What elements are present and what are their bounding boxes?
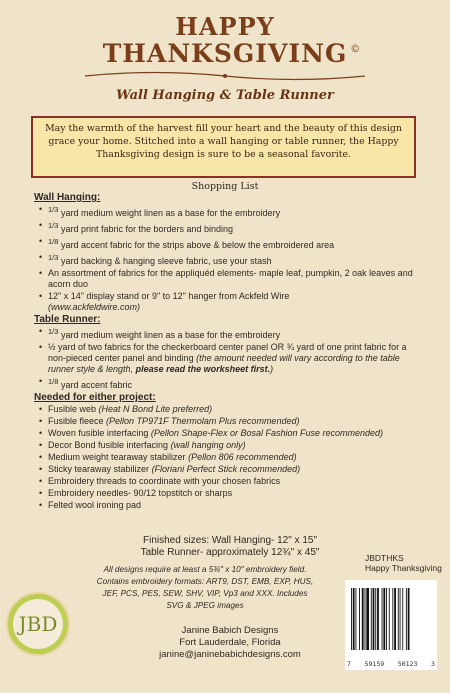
item-text: An assortment of fabrics for the appliquéd elements- maple leaf, pumpkin, 2 oak leaves and acorn duo	[48, 268, 413, 289]
barcode-bar	[406, 588, 407, 650]
barcode-bar	[398, 588, 399, 650]
intro-box: May the warmth of the harvest fill your heart and the beauty of this design grace your home. Stitched into a wall hanging or table runner, the Happy Thanksgiving design is sure to be a seasonal favorite.	[31, 116, 416, 178]
item-note: (Pellon 806 recommended)	[188, 452, 297, 462]
list-item	[48, 342, 424, 375]
subtitle: Wall Hanging & Table Runner	[116, 88, 334, 103]
title-thanksgiving-text: THANKSGIVING	[102, 39, 348, 68]
finished-sizes	[120, 535, 340, 559]
barcode-bar	[373, 588, 375, 650]
barcode-left-digit: 7	[347, 660, 351, 668]
list-item	[48, 428, 424, 439]
list-item	[48, 464, 424, 475]
item-text: yard medium weight linen as a base for the embroidery	[60, 208, 281, 218]
barcode-right-digit: 3	[431, 660, 435, 668]
item-text: Medium weight tearaway stabilizer	[48, 452, 186, 462]
list-item	[48, 476, 424, 487]
item-text: ½ yard of two fabrics for the checkerboard center panel OR ¾ yard of one print fabric for a non-pieced center panel and binding	[48, 342, 407, 363]
item-text: Embroidery threads to coordinate with your chosen fabrics	[48, 476, 281, 486]
item-note: (wall hanging only)	[170, 440, 246, 450]
barcode-bar	[408, 588, 410, 650]
item-text: Felted wool ironing pad	[48, 500, 142, 510]
barcode-bar	[359, 588, 360, 650]
barcode-bar	[377, 588, 379, 650]
barcode-bar	[371, 588, 372, 650]
barcode-bar	[366, 588, 369, 650]
barcode-bar	[365, 588, 366, 650]
list-item	[48, 236, 424, 251]
list-item	[48, 268, 424, 290]
fraction: 1/8	[48, 377, 59, 386]
fraction: 1/3	[48, 327, 59, 336]
barcode-bar	[392, 588, 393, 650]
company-city: Fort Lauderdale, Florida	[179, 637, 281, 648]
barcode-group-2: 50123	[397, 660, 418, 668]
copyright-mark: ©	[350, 44, 362, 55]
finished-table-runner: Table Runner- approximately 12¾" x 45"	[140, 547, 320, 558]
table-runner-heading: Table Runner:	[34, 314, 101, 325]
barcode-bar	[394, 588, 396, 650]
list-item	[48, 326, 424, 341]
list-item	[48, 404, 424, 415]
wall-hanging-list	[34, 204, 424, 313]
sku-name: Happy Thanksgiving	[365, 563, 442, 573]
list-item	[48, 440, 424, 451]
item-text: yard print fabric for the borders and binding	[60, 224, 234, 234]
barcode-bar	[383, 588, 385, 650]
list-item	[48, 416, 424, 427]
list-item	[48, 204, 424, 219]
barcode-bar	[351, 588, 352, 650]
item-note: (Floriani Perfect Stick recommended)	[151, 464, 301, 474]
item-text: yard accent fabric	[60, 380, 132, 390]
either-project-heading: Needed for either project:	[34, 392, 156, 403]
wall-hanging-heading: Wall Hanging:	[34, 192, 101, 203]
barcode-bar	[402, 588, 403, 650]
title-happy: HAPPY	[175, 12, 275, 41]
sku-code: JBDTHKS	[365, 553, 404, 563]
shopping-list	[34, 191, 424, 512]
list-item	[48, 452, 424, 463]
barcode-bar	[353, 588, 355, 650]
list-item	[48, 291, 424, 313]
shopping-list-title: Shopping List	[191, 181, 259, 192]
barcode-numbers	[345, 660, 437, 668]
barcode-bar	[386, 588, 387, 650]
item-note: (the amount needed will vary according to the table runner style & length,	[48, 353, 400, 374]
title-thanksgiving	[102, 39, 362, 68]
item-text: 12" x 14" display stand or 9" to 12" hanger from Ackfeld Wire	[48, 291, 290, 301]
barcode-bar	[389, 588, 390, 650]
item-note: (Pellon TP971F Thermolam Plus recommended)	[106, 416, 300, 426]
logo-text: JBD	[13, 599, 63, 649]
list-item	[48, 376, 424, 391]
item-text: Fusible fleece	[48, 416, 104, 426]
either-project-list	[34, 404, 424, 511]
item-note: (Heat N Bond Lite preferred)	[98, 404, 213, 414]
company-info	[120, 625, 340, 661]
item-bold-note: please read the worksheet first.	[135, 364, 271, 374]
item-text: Fusible web	[48, 404, 97, 414]
barcode	[345, 580, 437, 670]
item-text: yard medium weight linen as a base for the embroidery	[60, 330, 281, 340]
fraction: 1/8	[48, 237, 59, 246]
company-email: janine@janinebabichdesigns.com	[159, 649, 301, 660]
list-item	[48, 220, 424, 235]
barcode-bars	[345, 580, 437, 658]
barcode-bar	[375, 588, 376, 650]
list-item	[48, 488, 424, 499]
item-text: Sticky tearaway stabilizer	[48, 464, 150, 474]
list-item	[48, 500, 424, 511]
item-text: Decor Bond fusible interfacing	[48, 440, 169, 450]
item-note-close: )	[270, 364, 274, 374]
barcode-bar	[356, 588, 357, 650]
finished-wall-hanging: Finished sizes: Wall Hanging- 12" x 15"	[142, 535, 318, 546]
designs-note: All designs require at least a 5¾" x 10" embroidery field. Contains embroidery formats: ART9, DST, EMB, EXP, HUS, JEF, PCS, PES, SEW, SHV, VIP, Vp3 and XXX. Includes SVG & JPEG images	[96, 565, 314, 610]
company-name: Janine Babich Designs	[181, 625, 279, 636]
item-text: Woven fusible interfacing	[48, 428, 149, 438]
item-text: Embroidery needles- 90/12 topstitch or sharps	[48, 488, 233, 498]
barcode-group-1: 59159	[364, 660, 385, 668]
list-item	[48, 252, 424, 267]
barcode-bar	[362, 588, 364, 650]
sku-label	[365, 553, 442, 573]
item-text: yard backing & hanging sleeve fabric, use your stash	[60, 256, 272, 266]
fraction: 1/3	[48, 253, 59, 262]
table-runner-list	[34, 326, 424, 391]
item-note: (www.ackfeldwire.com)	[48, 302, 141, 312]
item-text: yard accent fabric for the strips above & below the embroidered area	[60, 240, 335, 250]
barcode-bar	[382, 588, 383, 650]
jbd-logo	[6, 592, 70, 656]
title-block	[0, 14, 450, 103]
flourish-divider	[75, 71, 375, 81]
fraction: 1/3	[48, 221, 59, 230]
item-note: (Pellon Shape-Flex or Bosal Fashion Fuse recommended)	[150, 428, 384, 438]
fraction: 1/3	[48, 205, 59, 214]
barcode-bar	[400, 588, 401, 650]
